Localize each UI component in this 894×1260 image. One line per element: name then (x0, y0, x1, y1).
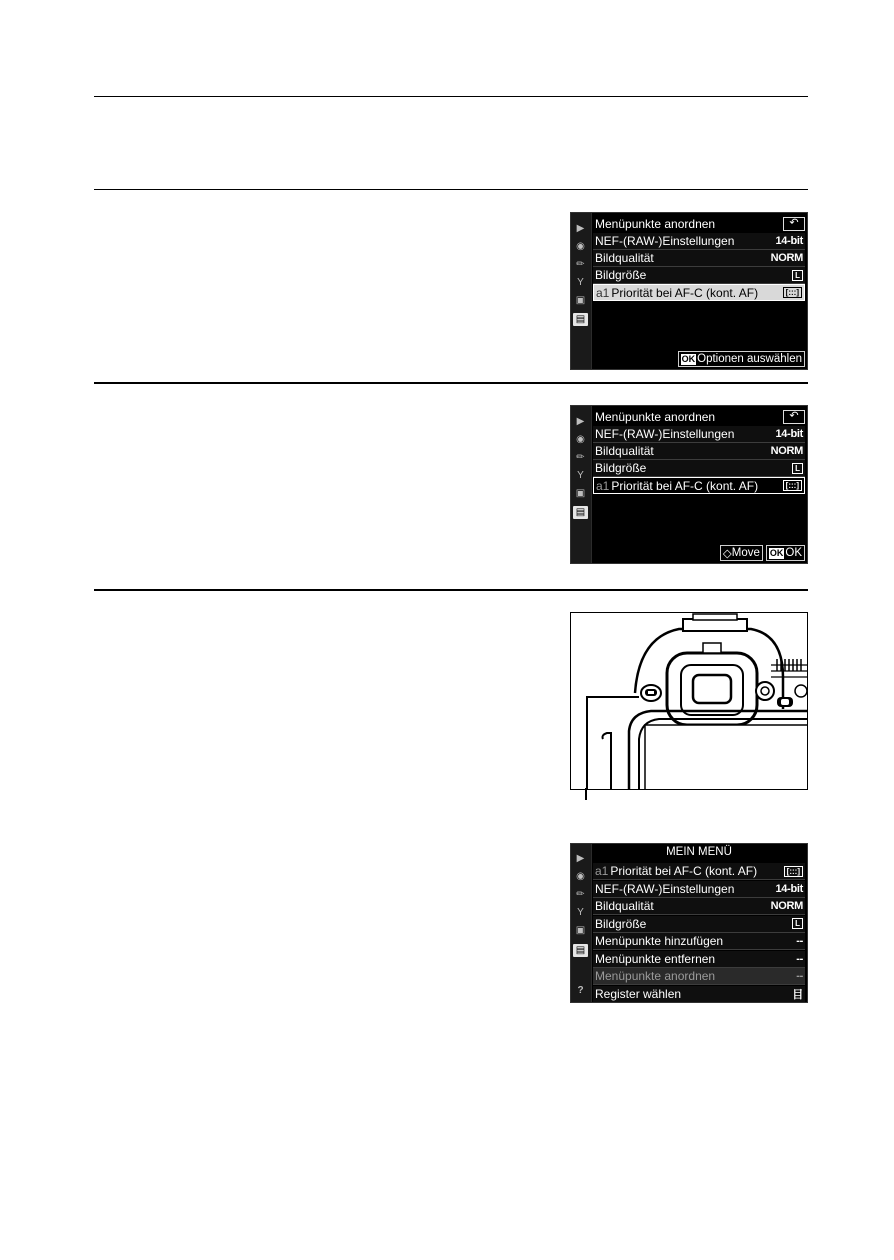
camera-screen-move-item (570, 405, 808, 564)
menu-tab-column (571, 213, 592, 369)
menu-row[interactable]: Menüpunkte entfernen -- (595, 951, 803, 966)
menu-row[interactable]: NEF-(RAW-)Einstellungen 14-bit (595, 881, 803, 896)
wrench-icon[interactable]: Y (577, 907, 584, 918)
menu-row[interactable]: Bildqualität NORM (595, 444, 803, 458)
menu-row[interactable]: Menüpunkte hinzufügen -- (595, 934, 803, 948)
menu-row[interactable]: Bildqualität NORM (595, 899, 803, 913)
help-icon[interactable]: ? (577, 985, 584, 996)
playback-icon[interactable]: ▶ (576, 853, 585, 864)
screen-title: MEIN MENÜ (666, 846, 732, 858)
divider-rule (94, 189, 808, 190)
camera-icon[interactable]: ◉ (576, 871, 585, 882)
screen-title-row (595, 215, 805, 232)
menu-row[interactable]: Bildgröße L (593, 460, 805, 477)
camera-icon[interactable]: ◉ (576, 241, 585, 252)
image-size-icon: L (792, 918, 803, 929)
retouch-icon[interactable]: ▣ (575, 925, 586, 936)
menu-row[interactable]: a1 Priorität bei AF-C (kont. AF) [:::] (593, 863, 805, 880)
retouch-icon[interactable]: ▣ (575, 295, 586, 306)
menu-row[interactable]: NEF-(RAW-)Einstellungen 14-bit (595, 234, 803, 248)
my-menu-icon[interactable]: ▤ (573, 313, 588, 326)
menu-tab-column (571, 406, 592, 563)
menu-row-moving[interactable]: a1 Priorität bei AF-C (kont. AF) [:::] (593, 477, 805, 494)
ok-button[interactable]: OK OK (766, 545, 805, 561)
playback-icon[interactable]: ▶ (576, 223, 585, 234)
ok-icon: OK (769, 547, 784, 558)
retouch-icon[interactable]: ▣ (575, 488, 586, 499)
screen-title-row (595, 408, 805, 425)
menu-row[interactable]: NEF-(RAW-)Einstellungen 14-bit (595, 427, 803, 441)
divider-rule (94, 382, 808, 384)
return-icon[interactable]: ↶ (783, 217, 805, 231)
multi-selector-icon: ◇ (722, 548, 732, 560)
my-menu-icon[interactable]: ▤ (573, 506, 588, 519)
menu-row[interactable]: Register wählen 目 (595, 986, 803, 1001)
camera-screen-arrange-items (570, 212, 808, 370)
pencil-icon[interactable]: ✏ (576, 452, 585, 463)
screen-footer (720, 545, 805, 561)
af-area-icon: [:::] (783, 480, 802, 491)
tab-select-icon: 目 (792, 988, 803, 1001)
wrench-icon[interactable]: Y (577, 470, 584, 481)
camera-back-illustration (570, 612, 808, 790)
camera-icon[interactable]: ◉ (576, 434, 585, 445)
return-icon[interactable]: ↶ (783, 410, 805, 424)
menu-row-selected[interactable]: a1 Priorität bei AF-C (kont. AF) [:::] (593, 284, 805, 301)
af-area-icon: [:::] (784, 866, 803, 877)
camera-body-drawing (571, 613, 807, 789)
ok-icon: OK (681, 353, 696, 364)
menu-tab-column (571, 844, 592, 1002)
menu-row[interactable]: Bildgröße L (593, 267, 805, 284)
menu-row[interactable]: Bildgröße L (593, 916, 805, 933)
pencil-icon[interactable]: ✏ (576, 259, 585, 270)
move-button[interactable]: ◇ Move (720, 545, 763, 561)
pencil-icon[interactable]: ✏ (576, 889, 585, 900)
screen-title: Menüpunkte anordnen (595, 216, 716, 231)
callout-line (585, 788, 587, 800)
screen-footer (678, 351, 805, 367)
playback-icon[interactable]: ▶ (576, 416, 585, 427)
menu-row[interactable]: Bildqualität NORM (595, 251, 803, 265)
menu-row-highlighted[interactable]: Menüpunkte anordnen -- (595, 969, 803, 983)
divider-rule (94, 589, 808, 591)
af-area-icon: [:::] (783, 287, 802, 298)
camera-screen-my-menu (570, 843, 808, 1003)
screen-title: Menüpunkte anordnen (595, 409, 716, 424)
image-size-icon: L (792, 270, 803, 281)
my-menu-icon[interactable]: ▤ (573, 944, 588, 957)
image-size-icon: L (792, 463, 803, 474)
select-options-button[interactable]: OK Optionen auswählen (678, 351, 805, 367)
wrench-icon[interactable]: Y (577, 277, 584, 288)
divider-rule (94, 96, 808, 97)
